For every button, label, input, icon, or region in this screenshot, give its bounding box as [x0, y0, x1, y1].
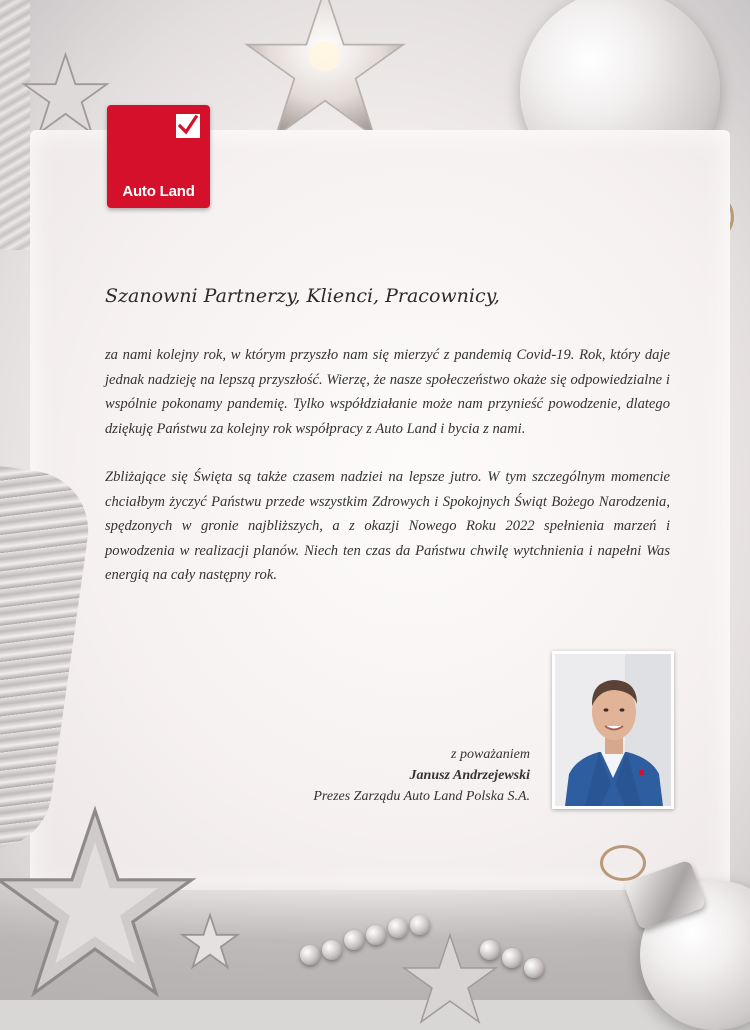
bead-decoration: [502, 948, 522, 968]
star-decoration: [235, 0, 415, 150]
closing-text: z poważaniem: [451, 747, 530, 762]
auto-land-logo: [107, 105, 210, 208]
portrait-photo: [552, 651, 674, 809]
bead-decoration: [300, 945, 320, 965]
bead-decoration: [524, 958, 544, 978]
signer-name: Janusz Andrzejewski: [409, 768, 530, 783]
bead-decoration: [410, 915, 430, 935]
bead-decoration: [322, 940, 342, 960]
bead-decoration: [366, 925, 386, 945]
signature-block: [210, 744, 530, 807]
small-star-decoration-bottom: [180, 912, 240, 972]
glitter-star-decoration: [0, 800, 200, 1010]
logo-text: Auto Land: [122, 183, 195, 200]
signer-title: Prezes Zarządu Auto Land Polska S.A.: [313, 789, 530, 804]
letter-paragraph-2: Zbliżające się Święta są także czasem nadziei na lepsze jutro. W tym szczególnym momencie chciałbym życzyć Państwu przede wszystkim Zdrowych i Spokojnych Świąt Bożego Narodzenia, spędzonych w gronie najbliższych, a z okazji Nowego Roku 2022 spełnienia marzeń i powodzenia w realizacji planów. Niech ten czas da Państwu chwilę wytchnienia i napełni Was energią na cały następny rok.: [105, 469, 670, 583]
bead-decoration: [480, 940, 500, 960]
person-portrait-icon: [555, 654, 671, 806]
ornament-ring-decoration-bottom: [600, 845, 646, 881]
small-star-decoration: [18, 50, 113, 140]
bead-decoration: [388, 918, 408, 938]
letter-paragraph-1: za nami kolejny rok, w którym przyszło nam się mierzyć z pandemią Covid-19. Rok, który daje jednak nadzieję na lepszą przyszłość. Wierzę, że nasze społeczeństwo okaże się odpowiedzialne i wspólnie pokonamy pandemię. Tylko współdziałanie może nam przynieść powodzenie, dlatego dziękuję Państwu za kolejny rok współpracy z Auto Land i bycia z nami.: [105, 347, 670, 437]
salutation: Szanowni Partnerzy, Klienci, Pracownicy,: [105, 285, 500, 307]
checkmark-icon: [176, 114, 200, 138]
bead-decoration: [344, 930, 364, 950]
letter-body: [105, 285, 670, 612]
